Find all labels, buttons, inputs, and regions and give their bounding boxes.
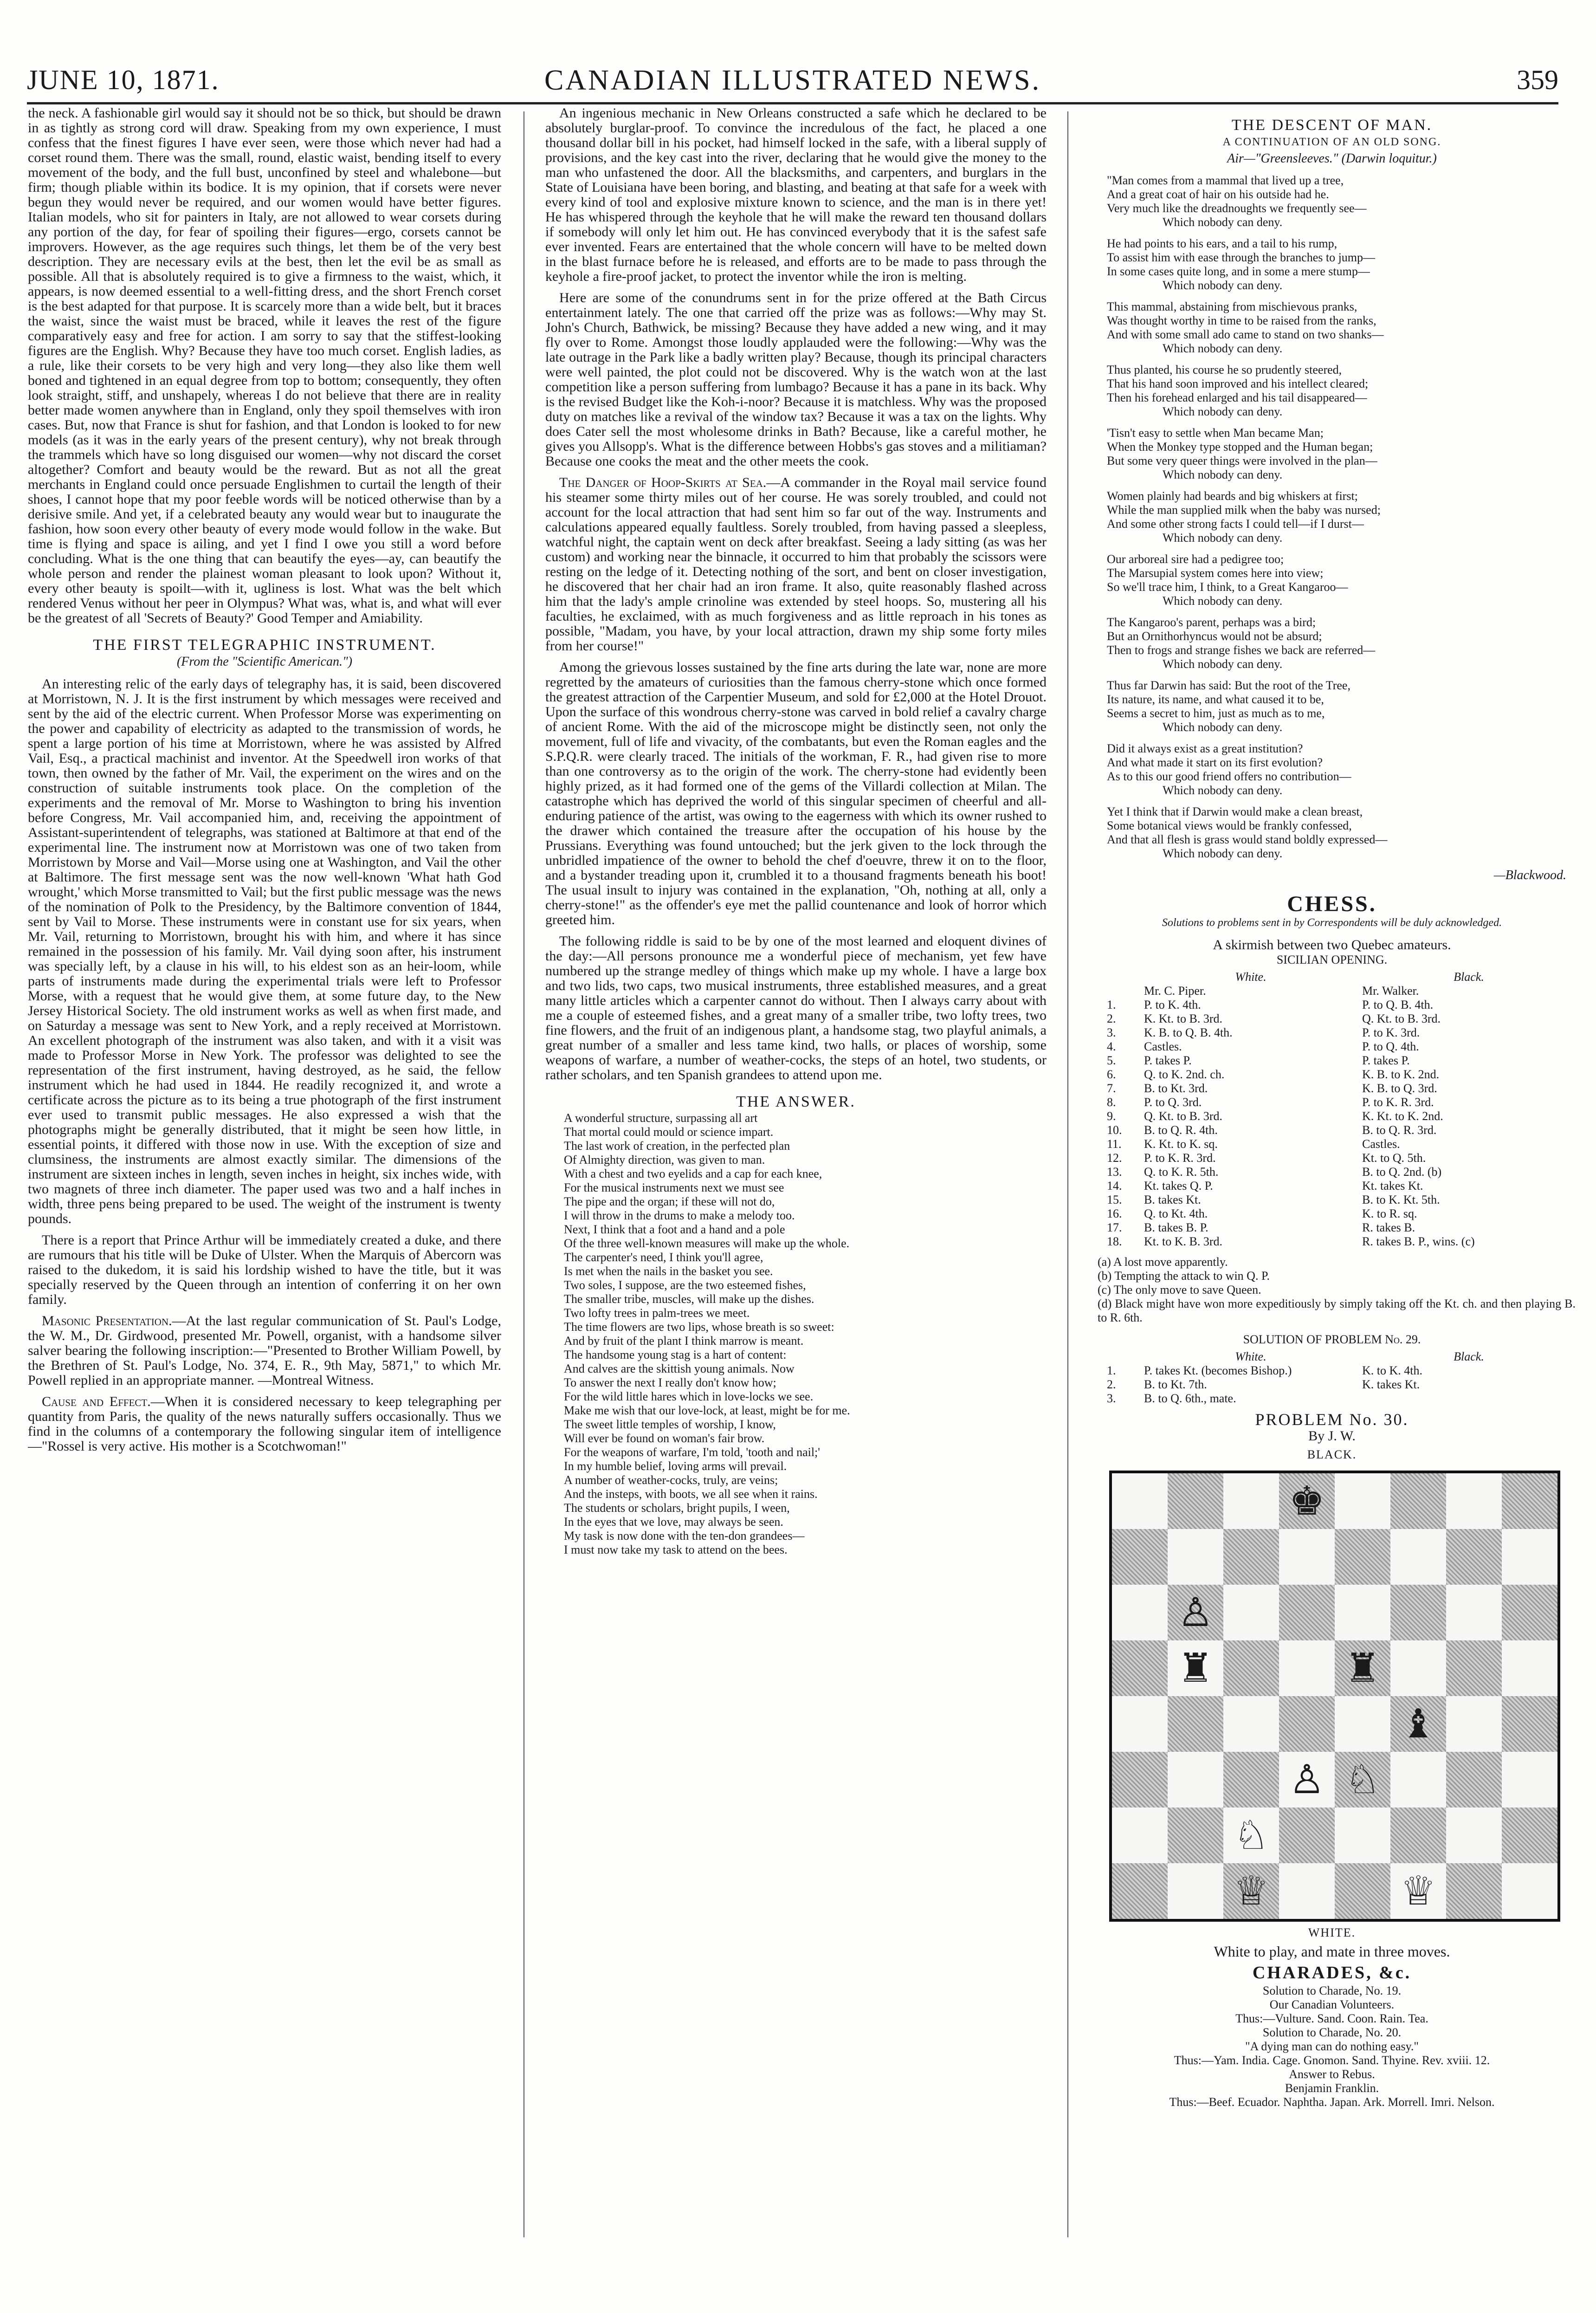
white-move: Q. to Kt. 4th. bbox=[1144, 1207, 1208, 1220]
board-square bbox=[1279, 1863, 1335, 1919]
poem-line: The time flowers are two lips, whose breath is so sweet: bbox=[564, 1320, 834, 1334]
conundrums-article: Here are some of the conundrums sent in for the prize offered at the Bath Circus entertainment lately. The one that carried off the prize was as follows:—Why may St. John's Church, Bathwick, be missing? Because they have added a new wing, and it may fly over to Rome. Amongst those loudly applauded were the following:—Why was the late outrage in the Park like a badly written play? Because, though its principal characters were well painted, the plot could not be discovered. Why is the watch won at the last competition like a person suffering from lumbago? Because it has a pane in its back. Why is the revised Budget like the Koh-i-noor? Because it is matchless. Why was the proposed duty on matches like a revival of the window tax? Because it was a tax on the lights. Why does Cater sell the most wholesome drinks in Bath? Because, like a careful mother, he gives you Allsopp's. What is the difference between Hobbs's gas stoves and a militiaman? Because one cooks the meat and the other meets the cook. bbox=[545, 290, 1047, 469]
stanza-line: And a great coat of hair on his outside had he. bbox=[1107, 188, 1329, 201]
stanza-line: Its nature, its name, and what caused it to be, bbox=[1107, 693, 1324, 706]
stanza-line: And what made it start on its first evolution? bbox=[1107, 756, 1323, 769]
poem-line: I must now take my task to attend on the bees. bbox=[564, 1543, 788, 1556]
board-square bbox=[1112, 1640, 1168, 1696]
chess-board-wrap bbox=[1109, 1471, 1555, 1922]
hoop-skirts-item bbox=[545, 475, 1047, 654]
stanza-line: But some very queer things were involved in the plan— bbox=[1107, 454, 1377, 467]
black-move: R. takes B. P., wins. (c) bbox=[1362, 1235, 1475, 1248]
black-move: K. Kt. to K. 2nd. bbox=[1362, 1109, 1443, 1123]
poem-line: And by fruit of the plant I think marrow is meant. bbox=[564, 1334, 804, 1348]
prince-arthur-item: There is a report that Prince Arthur will be immediately created a duke, and there are rumours that his title will be Duke of Ulster. When the Marquis of Abercorn was raised to the dukedom, it is said his lordship wished to have the title, but it was specially reserved by the Queen through an intention of conferring it on her own family. bbox=[28, 1232, 501, 1307]
board-square bbox=[1279, 1696, 1335, 1752]
stanza bbox=[1107, 237, 1576, 292]
poem-line: The handsome young stag is a hart of content: bbox=[564, 1348, 787, 1361]
stanza-line: While the man supplied milk when the baby was nursed; bbox=[1107, 503, 1381, 517]
solution-moves bbox=[1107, 1350, 1576, 1406]
white-move: K. Kt. to B. 3rd. bbox=[1144, 1012, 1222, 1025]
black-king-icon: ♚ bbox=[1289, 1478, 1325, 1524]
masonic-item-head: Masonic Presentation. bbox=[42, 1313, 172, 1328]
black-move: B. to Q. 2nd. (b) bbox=[1362, 1165, 1442, 1179]
move-number: 18. bbox=[1107, 1235, 1122, 1248]
stanza-line: Then his forehead enlarged and his tail disappeared— bbox=[1107, 391, 1367, 404]
move-number: 13. bbox=[1107, 1165, 1122, 1179]
white-move: P. to Q. 3rd. bbox=[1144, 1095, 1202, 1109]
move-number: 9. bbox=[1107, 1109, 1116, 1123]
black-move: Kt. to Q. 5th. bbox=[1362, 1151, 1426, 1165]
stanza-line: The Kangaroo's parent, perhaps was a bird; bbox=[1107, 616, 1316, 629]
stanza-line: So we'll trace him, I think, to a Great Kangaroo— bbox=[1107, 580, 1348, 594]
stanza bbox=[1107, 679, 1576, 734]
board-square bbox=[1279, 1808, 1335, 1863]
board-square bbox=[1390, 1696, 1446, 1752]
black-label: Black. bbox=[1454, 970, 1484, 984]
white-knight-icon: ♘ bbox=[1344, 1756, 1381, 1803]
board-square bbox=[1446, 1640, 1502, 1696]
stanza-line: Some botanical views would be frankly confessed, bbox=[1107, 819, 1352, 832]
board-square bbox=[1446, 1863, 1502, 1919]
problem-title: PROBLEM No. 30. bbox=[1255, 1410, 1409, 1429]
move-number: 15. bbox=[1107, 1193, 1122, 1206]
board-square bbox=[1223, 1863, 1279, 1919]
move-number: 10. bbox=[1107, 1123, 1122, 1137]
board-square bbox=[1279, 1752, 1335, 1808]
white-move: P. takes P. bbox=[1144, 1054, 1192, 1067]
board-square bbox=[1168, 1529, 1223, 1585]
stanza-line: Did it always exist as a great institution? bbox=[1107, 742, 1303, 755]
board-square bbox=[1446, 1696, 1502, 1752]
white-move: Kt. takes Q. P. bbox=[1144, 1179, 1213, 1192]
stanza bbox=[1107, 426, 1576, 482]
stanza-line: And some other strong facts I could tell—if I durst— bbox=[1107, 517, 1364, 531]
move-number: 17. bbox=[1107, 1221, 1122, 1234]
stanza-line: This mammal, abstaining from mischievous pranks, bbox=[1107, 300, 1357, 313]
move-number: 2. bbox=[1107, 1378, 1116, 1391]
poem-line: For the wild little hares which in love-locks we see. bbox=[564, 1390, 814, 1403]
board-square bbox=[1168, 1696, 1223, 1752]
board-square bbox=[1335, 1473, 1390, 1529]
stanza bbox=[1107, 489, 1576, 545]
board-square bbox=[1112, 1585, 1168, 1640]
board-square bbox=[1223, 1473, 1279, 1529]
cause-effect-body: —When it is considered necessary to keep telegraphing per quantity from Paris, the quality of the news naturally suffers occasionally. Thus we find in the columns of a contemporary the following singular item of intelligence—"Rossel is very active. His mother is a Scotchwoman!" bbox=[28, 1394, 501, 1454]
column-3 bbox=[1088, 106, 1576, 2269]
stanza-line: Which nobody can deny. bbox=[1163, 657, 1283, 671]
board-square bbox=[1502, 1696, 1557, 1752]
masonic-item bbox=[28, 1314, 501, 1388]
board-square bbox=[1112, 1473, 1168, 1529]
descent-of-man-title: THE DESCENT OF MAN. bbox=[1231, 117, 1433, 134]
white-move: Castles. bbox=[1144, 1040, 1182, 1053]
board-square bbox=[1279, 1585, 1335, 1640]
white-move: B. to Q. 6th., mate. bbox=[1144, 1392, 1236, 1405]
white-player: Mr. C. Piper. bbox=[1144, 984, 1206, 998]
corset-article: the neck. A fashionable girl would say it should not be so thick, but should be drawn in as tightly as strong cord will draw. Speaking from my own experience, I must confess that the finest figures I have ever seen, were those which never had had a corset round them. There was the small, round, elastic waist, bending itself to every movement of the body, and the full bust, unconfined by steel and whalebone—but firm; though pliable within its bodice. It is my opinion, that if corsets were never begun they would never be required, and our women would have better figures. Italian models, who sit for painters in Italy, are not allowed to wear corsets during any portion of the day, for fear of spoiling their figures—ergo, corsets cannot be improvers. However, as the age requires such things, let them be of the very best description. They are necessary evils at the best, then let the evil be as small as possible. All that is absolutely required is to give a firmness to the waist, which, it appears, is now deemed essential to a well-fitting dress, and the short French corset is the best adapted for that purpose. It is scarcely more than a wide belt, but it braces the waist, since the waist must be braced, while it leaves the rest of the figure comparatively easy and free for action. I am sorry to say that the stiffest-looking figures are the English. Why? Because they have too much corset. English ladies, as a rule, like their corsets to be very high and very long—they also like them well boned and tightened in an equal degree from top to bottom; consequently, they often look straight, stiff, and unshapely, whereas I do not believe that there are in reality better made women anywhere than in England, only they spoil themselves with iron cases. But, now that France is shut for fashion, and that London is looked to for new models (as it was in the early years of the present century), why not break through the trammels which have so long disguised our women—why not discard the corset altogether? Comfort and beauty would be the reward. But as not all the great merchants in England could once persuade Englishmen to curtail the length of their shoes, I cannot hope that my poor feeble words will be noticed otherwise than by a derisive smile. And yet, if a celebrated beauty any would wear but to inaugurate the fashion, how soon every other beauty of every mode would follow in the wake. But time is flying and space is ailing, and yet I find I owe you still a word before concluding. What is the one thing that can beautify the eyes—ay, can beautify the whole person and render the plainest woman pleasant to look upon? Without it, every other beauty is spoilt—with it, ugliness is lost. What was the belt which rendered Venus without her peer in Olympus? What was, what is, and what will ever be the greatest of all 'Secrets of Beauty?' Good Temper and Amiability. bbox=[28, 106, 501, 626]
black-move bbox=[1362, 1392, 1576, 1406]
board-square bbox=[1168, 1752, 1223, 1808]
stanza-line: Which nobody can deny. bbox=[1163, 847, 1283, 860]
stanza-line: Thus far Darwin has said: But the root of the Tree, bbox=[1107, 679, 1350, 692]
poem-line: I will throw in the drums to make a melody too. bbox=[564, 1209, 795, 1222]
board-square bbox=[1335, 1585, 1390, 1640]
move-number: 4. bbox=[1107, 1040, 1116, 1053]
white-queen-icon: ♕ bbox=[1233, 1868, 1269, 1914]
riddle-article: The following riddle is said to be by one of the most learned and eloquent divines of the day:—All persons pronounce me a wonderful piece of mechanism, yet few have numbered up the strange medley of things which make up my whole. I have a large box and two lids, two caps, two musical instruments, three established measures, and a great many little articles which a carpenter cannot do without. Then I always carry about with me a couple of esteemed fishes, and a great many of a smaller tribe, two lofty trees, two fine flowers, and the fruit of an indigenous plant, a handsome stag, two playful animals, a great number of a smaller and less tame kind, two halls, or places of worship, some weapons of warfare, a number of weather-cocks, the steps of an hotel, two students, or rather scholars, and ten Spanish grandees to attend upon me. bbox=[545, 933, 1047, 1082]
stanza-line: Women plainly had beards and big whiskers at first; bbox=[1107, 489, 1358, 503]
newspaper-title: CANADIAN ILLUSTRATED NEWS. bbox=[544, 65, 1041, 96]
black-rook-icon: ♜ bbox=[1177, 1645, 1214, 1691]
descent-of-man-poem bbox=[1088, 174, 1576, 861]
poem-line: For the musical instruments next we must see bbox=[564, 1181, 784, 1194]
board-square bbox=[1168, 1863, 1223, 1919]
black-move: B. to Q. R. 3rd. bbox=[1362, 1123, 1437, 1137]
poem-line: Is met when the nails in the basket you see. bbox=[564, 1264, 773, 1278]
white-move: B. takes Kt. bbox=[1144, 1193, 1201, 1206]
poem-line: That mortal could mould or science impart. bbox=[564, 1125, 774, 1139]
problem-author: By J. W. bbox=[1308, 1428, 1356, 1444]
white-move: B. takes B. P. bbox=[1144, 1221, 1208, 1234]
charades-title: CHARADES, &c. bbox=[1252, 1963, 1412, 1983]
poem-line: The sweet little temples of worship, I know, bbox=[564, 1418, 776, 1431]
stanza-line: Which nobody can deny. bbox=[1163, 468, 1283, 481]
problem-caption: White to play, and mate in three moves. bbox=[1214, 1943, 1450, 1960]
black-move: K. to R. sq. bbox=[1362, 1207, 1417, 1220]
white-label: White. bbox=[1235, 1350, 1266, 1363]
board-square bbox=[1446, 1473, 1502, 1529]
telegraph-article-source: (From the "Scientific American.") bbox=[176, 654, 353, 669]
stanza bbox=[1107, 300, 1576, 356]
board-square bbox=[1335, 1529, 1390, 1585]
black-move: K. B. to K. 2nd. bbox=[1362, 1068, 1440, 1081]
board-square bbox=[1502, 1808, 1557, 1863]
poem-line: Two soles, I suppose, are the two esteemed fishes, bbox=[564, 1278, 806, 1292]
poem-line: A number of weather-cocks, truly, are veins; bbox=[564, 1473, 778, 1487]
poem-line: Will ever be found on woman's fair brow. bbox=[564, 1432, 765, 1445]
move-number: 16. bbox=[1107, 1207, 1122, 1220]
move-number: 2. bbox=[1107, 1012, 1116, 1025]
poem-line: In my humble belief, loving arms will prevail. bbox=[564, 1459, 787, 1473]
move-number: 14. bbox=[1107, 1179, 1122, 1192]
poem-line: A wonderful structure, surpassing all art bbox=[564, 1111, 758, 1125]
move-number: 7. bbox=[1107, 1082, 1116, 1095]
move-number: 11. bbox=[1107, 1137, 1122, 1151]
answer-title: THE ANSWER. bbox=[736, 1093, 856, 1110]
board-square bbox=[1446, 1752, 1502, 1808]
black-move: K. to K. 4th. bbox=[1362, 1364, 1422, 1377]
move-number: 1. bbox=[1107, 1364, 1116, 1377]
poem-line: My task is now done with the ten-don grandees— bbox=[564, 1529, 805, 1542]
board-square bbox=[1390, 1863, 1446, 1919]
board-square bbox=[1446, 1529, 1502, 1585]
cherry-stone-article: Among the grievous losses sustained by the fine arts during the late war, none are more regretted by the amateurs of curiosities than the famous cherry-stone which once formed the greatest attraction of the Carpentier Museum, and sold for £2,000 at the Hotel Drouot. Upon the surface of this wondrous cherry-stone was carved in bold relief a cavalry charge of ancient Rome. With the aid of the microscope might be distinctly seen, not only the movement, full of life and vivacity, of the combatants, but even the Roman eagles and the S.P.Q.R. were clearly traced. The initials of the workman, F. R., had given rise to more than one controversy as to the origin of the work. The cherry-stone had evidently been highly prized, as it had formed one of the gems of the Villardi collection at Milan. The catastrophe which has deprived the world of this singular specimen of cheerful and all-enduring patience of the artist, was owing to the eagerness with which its owner rushed to the drawer which contained the treasure after the occupation of his house by the Prussians. Everything was found untouched; but the jerk given to the lock through the unbridled impatience of the owner to behold the chef d'oeuvre, threw it on to the floor, and a bystander treading upon it, crumbled it to a thousand fragments beneath his boot! The usual insult to injury was contained in the explanation, "Oh, nothing at all, only a cherry-stone!" as the offender's eye met the pallid countenance and look of horror which greeted him. bbox=[545, 660, 1047, 927]
white-move: B. to Kt. 7th. bbox=[1144, 1378, 1207, 1391]
stanza bbox=[1107, 552, 1576, 608]
white-pawn-icon: ♙ bbox=[1177, 1589, 1214, 1636]
telegraph-article-body: An interesting relic of the early days of telegraphy has, it is said, been discovered at Morristown, N. J. It is the first instrument by which messages were received and sent by the aid of the electric current. When Professor Morse was experimenting on the power and capability of electricity as adapted to the transmission of words, he spent a large portion of his time at Morristown, where he was assisted by Alfred Vail, Esq., a practical machinist and inventor. At the Speedwell iron works of that town, then owned by the father of Mr. Vail, the experiment on the wires and on the construction of suitable instruments took place. On the completion of the experiments and the removal of Mr. Morse to Washington to bring his invention before Congress, Mr. Vail accompanied him, and, receiving the appointment of Assistant-superintendent of telegraphs, was stationed at Baltimore at that end of the experimental line. The instrument now at Morristown was one of two taken from Morristown by Morse and Vail—Morse using one at Washington, and Vail the other at Baltimore. The first message sent was the now well-known 'What hath God wrought,' which Morse transmitted to Vail; but the first public message was the news of the nomination of Polk to the Presidency, by the Baltimore convention of 1844, sent by Vail to Morse. These instruments were in constant use for six years, when Mr. Vail, returning to Morristown, brought his with him, and where it has since remained in the possession of his family. Mr. Vail dying soon after, his instrument was specially left, by a clause in his will, to his eldest son as an heir-loom, while parts of instruments made during the experimental trials were left to Professor Morse, with a request that he would give them, at some future day, to the New Jersey Historical Society. The old instrument works as well as when first made, and on Saturday a message was sent to New York, and a reply received at Morristown. An excellent photograph of the instrument was also taken, and with it a visit was made to Professor Morse in New York. The professor was delighted to see the representation of the first instrument, having destroyed, as he said, the fellow instrument which he had used in 1844. He readily recognized it, and wrote a certificate across the picture as to its being a true photograph of the first instrument ever used to transmit public messages. He also expressed a wish that the photographs might be generally distributed, that it might be seen how little, in essential points, it differed with those now in use. With the exception of size and clumsiness, the instruments are almost exactly similar. The dimensions of the instrument are sixteen inches in length, seven inches in height, six inches wide, with two magnets of three inch diameter. The paper used was two and a half inches in width, three pens being prepared to be used. The weight of the instrument is twenty pounds. bbox=[28, 676, 501, 1226]
white-label: White. bbox=[1235, 970, 1266, 984]
chess-skirmish: A skirmish between two Quebec amateurs. bbox=[1213, 937, 1451, 952]
board-square bbox=[1335, 1752, 1390, 1808]
charade-line: Answer to Rebus. bbox=[1289, 2067, 1375, 2081]
white-move: B. to Kt. 3rd. bbox=[1144, 1082, 1208, 1095]
black-move: K. takes Kt. bbox=[1362, 1378, 1420, 1391]
stanza-line: In some cases quite long, and in some a mere stump— bbox=[1107, 265, 1370, 278]
black-move: K. B. to Q. 3rd. bbox=[1362, 1082, 1437, 1095]
charades-list bbox=[1088, 1984, 1576, 2109]
cause-effect-item bbox=[28, 1394, 501, 1454]
board-square bbox=[1335, 1808, 1390, 1863]
board-square bbox=[1390, 1640, 1446, 1696]
chess-opening: SICILIAN OPENING. bbox=[1276, 953, 1388, 966]
board-square bbox=[1223, 1585, 1279, 1640]
board-square bbox=[1390, 1808, 1446, 1863]
move-number: 8. bbox=[1107, 1095, 1116, 1109]
black-move: Q. Kt. to B. 3rd. bbox=[1362, 1012, 1441, 1025]
stanza bbox=[1107, 742, 1576, 797]
safe-article: An ingenious mechanic in New Orleans constructed a safe which he declared to be absolutely burglar-proof. To convince the incredulous of the fact, he placed a one thousand dollar bill in his pocket, had himself locked in the safe, with a liberal supply of provisions, and the key cast into the river, declaring that he would give the money to the man who unfastened the door. All the blacksmiths, and carpenters, and burglars in the State of Louisiana have been boring, and blasting, and beating at that safe for a week with every kind of tool and explosive mixture known to science, and the man is in there yet! He has whispered through the keyhole that he will make the reward ten thousand dollars if somebody will only let him out. He has convinced everybody that it is the safest safe ever invented. Fears are entertained that the whole concern will have to be melted down in the blast furnace before he is released, and efforts are to be made to pass through the keyhole a fire-proof jacket, to protect the inventor while the iron is melting. bbox=[545, 106, 1047, 284]
poem-line: In the eyes that we love, may always be seen. bbox=[564, 1515, 783, 1529]
white-move: Q. Kt. to B. 3rd. bbox=[1144, 1109, 1222, 1123]
board-square bbox=[1168, 1808, 1223, 1863]
black-move: P. takes P. bbox=[1362, 1054, 1410, 1067]
poem-source: —Blackwood. bbox=[1493, 868, 1566, 882]
charade-line: Our Canadian Volunteers. bbox=[1269, 1998, 1395, 2011]
board-white-label: WHITE. bbox=[1308, 1926, 1356, 1939]
move-number: 5. bbox=[1107, 1054, 1116, 1067]
chess-notes bbox=[1098, 1255, 1576, 1325]
stanza-line: Was thought worthy in time to be raised from the ranks, bbox=[1107, 314, 1376, 327]
board-square bbox=[1112, 1529, 1168, 1585]
stanza-line: But an Ornithorhyncus would not be absurd; bbox=[1107, 629, 1322, 643]
board-square bbox=[1223, 1696, 1279, 1752]
board-square bbox=[1279, 1473, 1335, 1529]
board-square bbox=[1168, 1640, 1223, 1696]
stanza-line: To assist him with ease through the branches to jump— bbox=[1107, 251, 1376, 264]
poem-line: Make me wish that our love-lock, at least, might be for me. bbox=[564, 1404, 850, 1417]
black-rook-icon: ♜ bbox=[1344, 1645, 1381, 1691]
masthead bbox=[27, 60, 1558, 104]
board-square bbox=[1112, 1808, 1168, 1863]
stanza-line: Which nobody can deny. bbox=[1163, 215, 1283, 229]
board-square bbox=[1112, 1863, 1168, 1919]
charade-line: Thus:—Beef. Ecuador. Naphtha. Japan. Ark. Morrell. Imri. Nelson. bbox=[1169, 2095, 1495, 2109]
board-square bbox=[1446, 1585, 1502, 1640]
stanza-line: Which nobody can deny. bbox=[1163, 279, 1283, 292]
black-move: P. to K. 3rd. bbox=[1362, 1026, 1420, 1039]
board-square bbox=[1112, 1752, 1168, 1808]
white-move: Kt. to K. B. 3rd. bbox=[1144, 1235, 1222, 1248]
poem-line: The pipe and the organ; if these will not do, bbox=[564, 1195, 775, 1208]
stanza-line: Which nobody can deny. bbox=[1163, 342, 1283, 355]
black-move: Kt. takes Kt. bbox=[1362, 1179, 1423, 1192]
poem-line: For the weapons of warfare, I'm told, 'tooth and nail;' bbox=[564, 1445, 820, 1459]
stanza-line: That his hand soon improved and his intellect cleared; bbox=[1107, 377, 1369, 390]
board-square bbox=[1223, 1640, 1279, 1696]
move-number: 12. bbox=[1107, 1151, 1122, 1165]
board-square bbox=[1502, 1640, 1557, 1696]
charade-line: Thus:—Yam. India. Cage. Gnomon. Sand. Thyine. Rev. xviii. 12. bbox=[1174, 2054, 1490, 2067]
board-square bbox=[1279, 1640, 1335, 1696]
answer-poem bbox=[564, 1111, 1047, 1557]
masthead-rule bbox=[27, 102, 1558, 104]
chess-note-line: (c) The only move to save Queen. bbox=[1098, 1283, 1261, 1296]
descent-of-man-subtitle: A CONTINUATION OF AN OLD SONG. bbox=[1222, 136, 1441, 148]
poem-line: And calves are the skittish young animals. Now bbox=[564, 1362, 795, 1375]
poem-line: The smaller tribe, muscles, will make up the dishes. bbox=[564, 1292, 814, 1306]
white-queen-icon: ♕ bbox=[1400, 1868, 1436, 1914]
stanza-line: As to this our good friend offers no contribution— bbox=[1107, 770, 1351, 783]
charade-line: Benjamin Franklin. bbox=[1285, 2081, 1379, 2095]
poem-line: The students or scholars, bright pupils, I ween, bbox=[564, 1501, 790, 1515]
chess-title: CHESS. bbox=[1287, 892, 1377, 916]
stanza-line: When the Monkey type stopped and the Human began; bbox=[1107, 440, 1373, 454]
stanza bbox=[1107, 805, 1576, 861]
stanza-line: Which nobody can deny. bbox=[1163, 531, 1283, 544]
poem-line: The last work of creation, in the perfected plan bbox=[564, 1139, 790, 1153]
stanza bbox=[1107, 616, 1576, 671]
board-square bbox=[1223, 1529, 1279, 1585]
cause-effect-head: Cause and Effect. bbox=[42, 1394, 151, 1409]
white-move: Q. to K. R. 5th. bbox=[1144, 1165, 1219, 1179]
black-move: B. to K. Kt. 5th. bbox=[1362, 1193, 1440, 1206]
white-pawn-icon: ♙ bbox=[1289, 1756, 1325, 1803]
chess-note-line: (b) Tempting the attack to win Q. P. bbox=[1098, 1269, 1270, 1283]
poem-line: Of Almighty direction, was given to man. bbox=[564, 1153, 765, 1166]
stanza bbox=[1107, 174, 1576, 229]
board-square bbox=[1335, 1696, 1390, 1752]
stanza-line: He had points to his ears, and a tail to his rump, bbox=[1107, 237, 1338, 250]
stanza-line: Very much like the dreadnoughts we frequently see— bbox=[1107, 201, 1367, 215]
column-divider bbox=[1067, 111, 1068, 2237]
charade-line: "A dying man can do nothing easy." bbox=[1245, 2040, 1419, 2053]
chess-note-line: (a) A lost move apparently. bbox=[1098, 1255, 1228, 1269]
board-square bbox=[1223, 1752, 1279, 1808]
poem-line: Next, I think that a foot and a hand and a pole bbox=[564, 1223, 785, 1236]
board-square bbox=[1390, 1752, 1446, 1808]
black-bishop-icon: ♝ bbox=[1400, 1701, 1436, 1747]
board-square bbox=[1223, 1808, 1279, 1863]
white-knight-icon: ♘ bbox=[1233, 1812, 1269, 1859]
black-move: P. to Q. 4th. bbox=[1362, 1040, 1419, 1053]
white-move: P. takes Kt. (becomes Bishop.) bbox=[1144, 1364, 1292, 1377]
white-move: B. to Q. R. 4th. bbox=[1144, 1123, 1218, 1137]
black-move: P. to K. R. 3rd. bbox=[1362, 1095, 1434, 1109]
black-move: P. to Q. B. 4th. bbox=[1362, 998, 1434, 1011]
black-move: R. takes B. bbox=[1362, 1221, 1415, 1234]
board-square bbox=[1335, 1640, 1390, 1696]
column-2 bbox=[545, 106, 1047, 2269]
board-square bbox=[1502, 1752, 1557, 1808]
white-move: P. to K. R. 3rd. bbox=[1144, 1151, 1216, 1165]
board-black-label: BLACK. bbox=[1307, 1448, 1357, 1461]
issue-date: JUNE 10, 1871. bbox=[27, 65, 220, 95]
stanza-line: Thus planted, his course he so prudently steered, bbox=[1107, 363, 1342, 376]
stanza bbox=[1107, 363, 1576, 419]
move-number: 1. bbox=[1107, 998, 1116, 1011]
stanza-line: Seems a secret to him, just as much as to me, bbox=[1107, 706, 1325, 720]
stanza-line: Which nobody can deny. bbox=[1163, 720, 1283, 734]
white-move: K. Kt. to K. sq. bbox=[1144, 1137, 1218, 1151]
hoop-skirts-body: —A commander in the Royal mail service found his steamer some thirty miles out of her course. He was sorely troubled, and could not account for the local attraction that had sent him so far out of the way. Instruments and calculations appeared equally faultless. Sorely troubled, from having passed a sleepless, watchful night, the captain went on deck after breakfast. Seeing a lady sitting (as was her custom) and working near the binnacle, it occurred to him that probably the scissors were resting on the ledge of it. Detecting nothing of the sort, and bent on closer investigation, he discovered that her chair had an iron frame. It also, quite reasonably flashed across him that the lady's ample crinoline was extended by steel hoops. So, mustering all his faculties, he exclaimed, with as much forgiveness and as little reproach in his tones as possible, "Madam, you have, by your local attraction, drawn my ship some forty miles from her course!" bbox=[545, 475, 1047, 654]
chess-board bbox=[1109, 1471, 1560, 1922]
descent-of-man-air: Air—"Greensleeves." (Darwin loquitur.) bbox=[1227, 151, 1437, 166]
board-square bbox=[1502, 1585, 1557, 1640]
stanza-line: The Marsupial system comes here into view; bbox=[1107, 566, 1324, 580]
stanza-line: 'Tisn't easy to settle when Man became Man; bbox=[1107, 426, 1324, 440]
poem-line: To answer the next I really don't know how; bbox=[564, 1376, 776, 1389]
column-1 bbox=[28, 106, 501, 2269]
board-square bbox=[1502, 1529, 1557, 1585]
board-square bbox=[1335, 1863, 1390, 1919]
solution-title: SOLUTION OF PROBLEM No. 29. bbox=[1243, 1333, 1421, 1346]
board-square bbox=[1446, 1808, 1502, 1863]
chess-note-line: (d) Black might have won more expeditiously by simply taking off the Kt. ch. and then playing B. to R. 6th. bbox=[1098, 1297, 1576, 1324]
charade-line: Thus:—Vulture. Sand. Coon. Rain. Tea. bbox=[1235, 2012, 1428, 2025]
black-move: Castles. bbox=[1362, 1137, 1400, 1151]
board-square bbox=[1279, 1529, 1335, 1585]
white-move: P. to K. 4th. bbox=[1144, 998, 1201, 1011]
stanza-line: And with some small ado came to stand on two shanks— bbox=[1107, 328, 1384, 341]
white-move: K. B. to Q. B. 4th. bbox=[1144, 1026, 1233, 1039]
poem-line: The carpenter's need, I think you'll agree, bbox=[564, 1250, 763, 1264]
chess-game-moves bbox=[1107, 970, 1576, 1249]
move-number: 6. bbox=[1107, 1068, 1116, 1081]
page-number: 359 bbox=[1517, 65, 1558, 95]
board-square bbox=[1390, 1473, 1446, 1529]
board-square bbox=[1390, 1529, 1446, 1585]
charade-line: Solution to Charade, No. 19. bbox=[1262, 1984, 1402, 1997]
chess-note: Solutions to problems sent in by Correspondents will be duly acknowledged. bbox=[1162, 917, 1502, 929]
white-move: Q. to K. 2nd. ch. bbox=[1144, 1068, 1225, 1081]
board-square bbox=[1168, 1585, 1223, 1640]
stanza-line: And that all flesh is grass would stand boldly expressed— bbox=[1107, 833, 1388, 846]
stanza-line: "Man comes from a mammal that lived up a tree, bbox=[1107, 174, 1344, 187]
telegraph-article-title: THE FIRST TELEGRAPHIC INSTRUMENT. bbox=[93, 636, 436, 654]
stanza-line: Then to frogs and strange fishes we back are referred— bbox=[1107, 643, 1376, 657]
stanza-line: Our arboreal sire had a pedigree too; bbox=[1107, 552, 1284, 566]
board-square bbox=[1502, 1863, 1557, 1919]
stanza-line: Which nobody can deny. bbox=[1163, 784, 1283, 797]
poem-line: With a chest and two eyelids and a cap for each knee, bbox=[564, 1167, 822, 1180]
poem-line: Of the three well-known measures will make up the whole. bbox=[564, 1237, 850, 1250]
poem-line: Two lofty trees in palm-trees we meet. bbox=[564, 1306, 750, 1320]
masonic-item-body: —At the last regular communication of St. Paul's Lodge, the W. M., Dr. Girdwood, presented Mr. Powell, organist, with a handsome silver salver bearing the following inscription:—"Presented to Brother William Powell, by the Brethren of St. Paul's Lodge, No. 374, E. R., 9th May, 5871," to which Mr. Powell replied in an appropriate manner. —Montreal Witness. bbox=[28, 1313, 501, 1388]
charade-line: Solution to Charade, No. 20. bbox=[1262, 2026, 1402, 2039]
column-divider bbox=[523, 111, 524, 2237]
board-square bbox=[1112, 1696, 1168, 1752]
poem-line: And the insteps, with boots, we all see when it rains. bbox=[564, 1487, 818, 1501]
stanza-line: Which nobody can deny. bbox=[1163, 594, 1283, 608]
board-square bbox=[1390, 1585, 1446, 1640]
move-number: 3. bbox=[1107, 1392, 1116, 1405]
move-number: 3. bbox=[1107, 1026, 1116, 1039]
board-square bbox=[1502, 1473, 1557, 1529]
black-label: Black. bbox=[1454, 1350, 1484, 1363]
stanza-line: Which nobody can deny. bbox=[1163, 405, 1283, 418]
hoop-skirts-head: The Danger of Hoop-Skirts at Sea. bbox=[559, 475, 767, 490]
black-player: Mr. Walker. bbox=[1362, 984, 1419, 998]
stanza-line: Yet I think that if Darwin would make a clean breast, bbox=[1107, 805, 1363, 818]
board-square bbox=[1168, 1473, 1223, 1529]
